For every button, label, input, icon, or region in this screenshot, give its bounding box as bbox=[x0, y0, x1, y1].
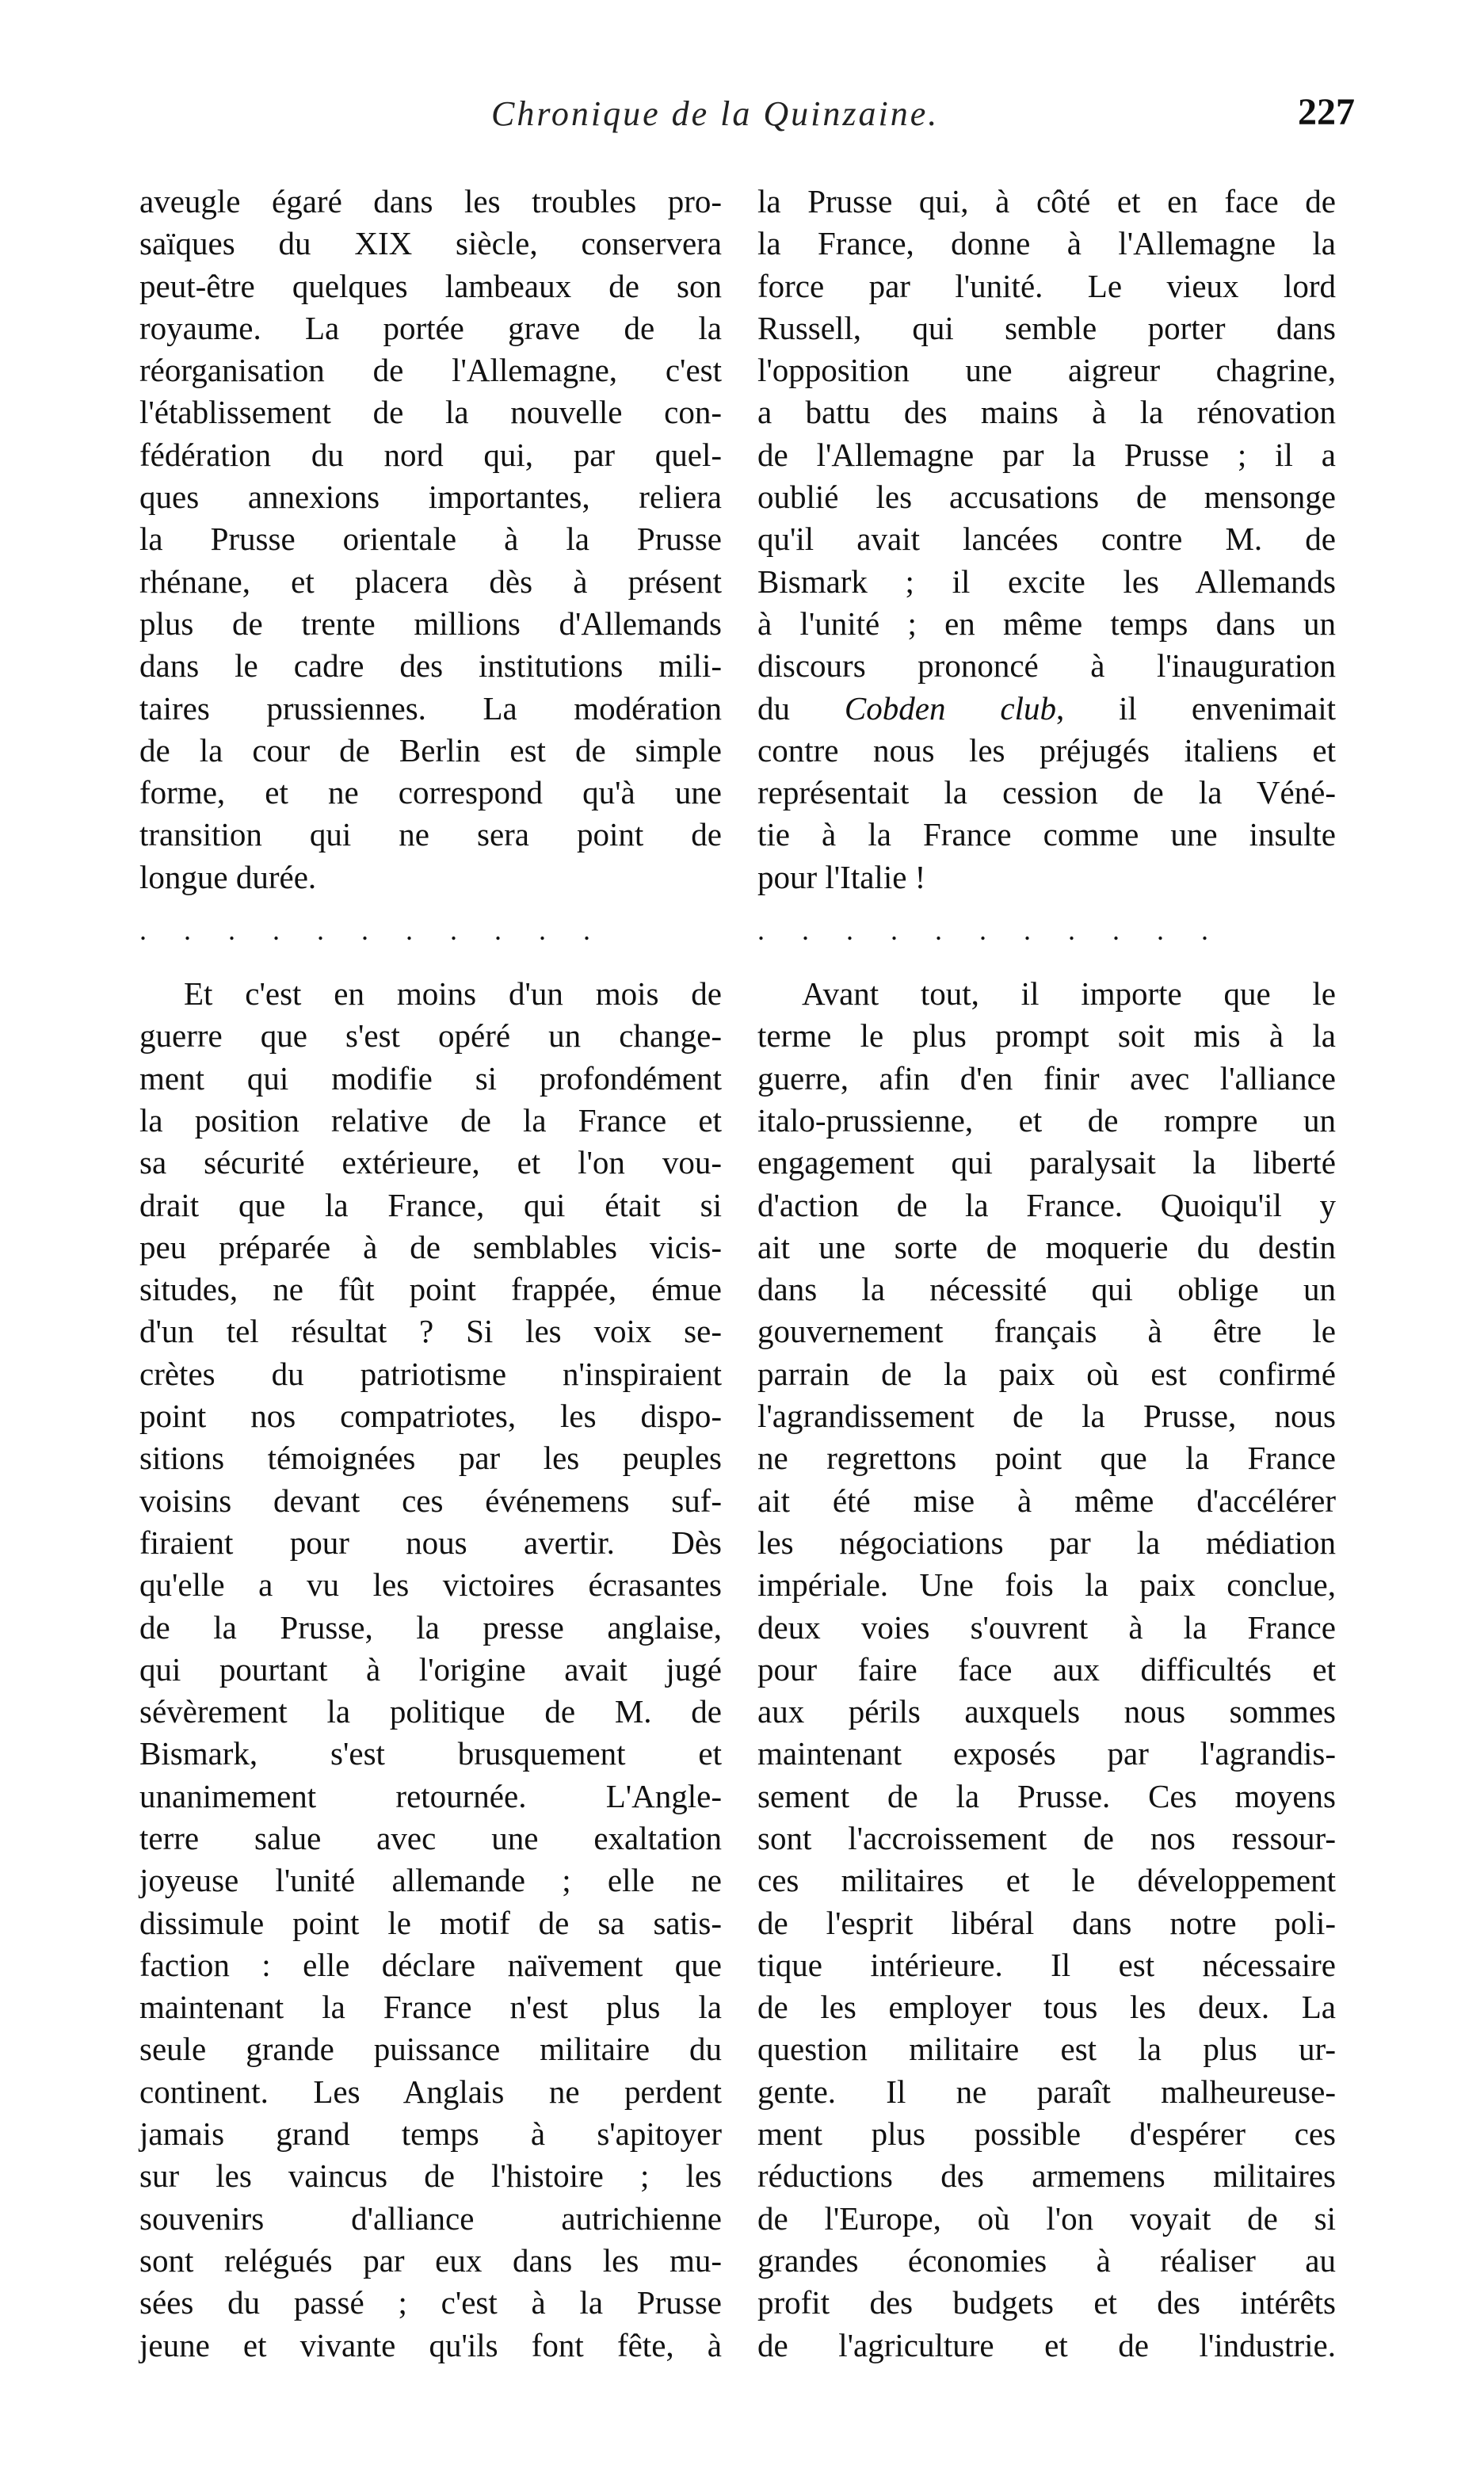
text-line: du Cobden club, il envenimait bbox=[757, 689, 1337, 727]
text-line: réorganisation de l'Allemagne, c'est bbox=[139, 352, 722, 389]
text-line: parrain de la paix où est confirmé bbox=[757, 1355, 1336, 1392]
text-line: sont l'accroissement de nos ressour- bbox=[757, 1819, 1336, 1856]
text-line: sées du passé ; c'est à la Prusse bbox=[139, 2284, 722, 2321]
text-line: guerre, afin d'en finir avec l'alliance bbox=[757, 1059, 1336, 1097]
text-line: Bismark, s'est brusquement et bbox=[139, 1735, 722, 1772]
text-line: ait une sorte de moquerie du destin bbox=[757, 1228, 1336, 1265]
text-line: continent. Les Anglais ne perdent bbox=[139, 2073, 722, 2110]
text-line: l'opposition une aigreur chagrine, bbox=[757, 352, 1336, 389]
left-section-separator: ........... bbox=[139, 914, 628, 942]
running-title: Chronique de la Quinzaine. bbox=[491, 94, 940, 133]
text-line: la France, donne à l'Allemagne la bbox=[757, 225, 1336, 262]
text-line: guerre que s'est opéré un change- bbox=[139, 1017, 722, 1055]
text-line: fédération du nord qui, par quel- bbox=[139, 436, 722, 473]
italic-name: Cobden club bbox=[844, 689, 1056, 727]
text-line: rhénane, et placera dès à présent bbox=[139, 563, 722, 600]
text-line: point nos compatriotes, les dispo- bbox=[139, 1398, 722, 1435]
text-line: de les employer tous les deux. La bbox=[757, 1989, 1336, 2026]
text-line: taires prussiennes. La modération bbox=[139, 689, 722, 727]
text-line: contre nous les préjugés italiens et bbox=[757, 731, 1336, 769]
text-line: aveugle égaré dans les troubles pro- bbox=[139, 183, 722, 219]
text-line: Avant tout, il importe que le bbox=[802, 975, 1336, 1013]
text-line: sitions témoignées par les peuples bbox=[139, 1440, 722, 1477]
text-line: dissimule point le motif de sa satis- bbox=[139, 1904, 722, 1941]
left-column bbox=[139, 181, 722, 2367]
text-line: profit des budgets et des intérêts bbox=[757, 2284, 1336, 2321]
text-line: sa sécurité extérieure, et l'on vou- bbox=[139, 1144, 722, 1181]
right-paragraph-1 bbox=[757, 181, 1336, 898]
text-line: longue durée. bbox=[139, 858, 317, 895]
text-line: de l'Europe, où l'on voyait de si bbox=[757, 2199, 1336, 2237]
text-line: voisins devant ces événemens suf- bbox=[139, 1482, 722, 1519]
text-line: sur les vaincus de l'histoire ; les bbox=[139, 2157, 722, 2195]
text-line: souvenirs d'alliance autrichienne bbox=[139, 2199, 722, 2237]
text-line: réductions des armemens militaires bbox=[757, 2157, 1336, 2195]
text-line: la position relative de la France et bbox=[139, 1101, 722, 1139]
text-line: de l'agriculture et de l'industrie. bbox=[757, 2326, 1336, 2363]
text-line: unanimement retournée. L'Angle- bbox=[139, 1777, 722, 1814]
text-line: question militaire est la plus ur- bbox=[757, 2031, 1336, 2068]
text-line: sévèrement la politique de M. de bbox=[139, 1693, 722, 1730]
text-line: terme le plus prompt soit mis à la bbox=[757, 1017, 1336, 1055]
text-line: maintenant la France n'est plus la bbox=[139, 1989, 722, 2026]
text-line: forme, et ne correspond qu'à une bbox=[139, 774, 722, 811]
text-line: pour faire face aux difficultés et bbox=[757, 1650, 1336, 1688]
text-line: force par l'unité. Le vieux lord bbox=[757, 267, 1336, 304]
text-line: saïques du XIX siècle, conservera bbox=[139, 225, 722, 262]
text-line: engagement qui paralysait la liberté bbox=[757, 1144, 1336, 1181]
page-number: 227 bbox=[1298, 91, 1355, 133]
right-column bbox=[757, 181, 1336, 2367]
text-line: l'agrandissement de la Prusse, nous bbox=[757, 1398, 1336, 1435]
left-paragraph-2 bbox=[139, 973, 722, 2367]
text-line: plus de trente millions d'Allemands bbox=[139, 605, 722, 642]
text-line: dans le cadre des institutions mili- bbox=[139, 647, 722, 685]
page-header bbox=[491, 93, 1355, 149]
text-line: de la cour de Berlin est de simple bbox=[139, 731, 722, 769]
text-line: deux voies s'ouvrent à la France bbox=[757, 1608, 1336, 1646]
text-line: a battu des mains à la rénovation bbox=[757, 394, 1336, 431]
text-line: faction : elle déclare naïvement que bbox=[139, 1946, 722, 1983]
text-line: représentait la cession de la Véné- bbox=[757, 774, 1336, 811]
text-line: italo-prussienne, et de rompre un bbox=[757, 1101, 1336, 1139]
text-line: impériale. Une fois la paix conclue, bbox=[757, 1566, 1336, 1604]
text-line: ques annexions importantes, reliera bbox=[139, 479, 722, 516]
text-line: tique intérieure. Il est nécessaire bbox=[757, 1946, 1336, 1983]
text-line: ait été mise à même d'accélérer bbox=[757, 1482, 1336, 1519]
text-line: joyeuse l'unité allemande ; elle ne bbox=[139, 1862, 722, 1899]
left-paragraph-1 bbox=[139, 181, 722, 898]
text-line: jamais grand temps à s'apitoyer bbox=[139, 2115, 722, 2153]
text-line: grandes économies à réaliser au bbox=[757, 2241, 1336, 2279]
text-line: d'action de la France. Quoiqu'il y bbox=[757, 1186, 1336, 1223]
text-line: de l'esprit libéral dans notre poli- bbox=[757, 1904, 1336, 1941]
text-line: maintenant exposés par l'agrandis- bbox=[757, 1735, 1336, 1772]
text-line: ne regrettons point que la France bbox=[757, 1440, 1336, 1477]
text-line: situdes, ne fût point frappée, émue bbox=[139, 1271, 722, 1308]
text-line: dans la nécessité qui oblige un bbox=[757, 1271, 1336, 1308]
text-line: terre salue avec une exaltation bbox=[139, 1819, 722, 1856]
text-line: royaume. La portée grave de la bbox=[139, 309, 722, 346]
text-line: gouvernement français à être le bbox=[757, 1313, 1336, 1350]
text-line: ces militaires et le développement bbox=[757, 1862, 1336, 1899]
text-line: tie à la France comme une insulte bbox=[757, 816, 1336, 853]
text-line: Bismark ; il excite les Allemands bbox=[757, 563, 1336, 600]
text-line: l'établissement de la nouvelle con- bbox=[139, 394, 722, 431]
text-line: pour l'Italie ! bbox=[757, 858, 926, 895]
text-line: transition qui ne sera point de bbox=[139, 816, 722, 853]
text-line: ment qui modifie si profondément bbox=[139, 1059, 722, 1097]
text-line: de l'Allemagne par la Prusse ; il a bbox=[757, 436, 1336, 473]
text-line: oublié les accusations de mensonge bbox=[757, 479, 1336, 516]
text-line: les négociations par la médiation bbox=[757, 1524, 1336, 1561]
text-line: sement de la Prusse. Ces moyens bbox=[757, 1777, 1336, 1814]
text-line: qu'elle a vu les victoires écrasantes bbox=[139, 1566, 722, 1604]
text-line: aux périls auxquels nous sommes bbox=[757, 1693, 1336, 1730]
text-line: seule grande puissance militaire du bbox=[139, 2031, 722, 2068]
text-line: drait que la France, qui était si bbox=[139, 1186, 722, 1223]
text-line: peu préparée à de semblables vicis- bbox=[139, 1228, 722, 1265]
text-line: la Prusse qui, à côté et en face de bbox=[757, 183, 1336, 219]
text-line: d'un tel résultat ? Si les voix se- bbox=[139, 1313, 722, 1350]
text-line: discours prononcé à l'inauguration bbox=[757, 647, 1336, 685]
text-line: peut-être quelques lambeaux de son bbox=[139, 267, 722, 304]
text-line: crètes du patriotisme n'inspiraient bbox=[139, 1355, 722, 1392]
text-line: firaient pour nous avertir. Dès bbox=[139, 1524, 722, 1561]
right-paragraph-2 bbox=[757, 973, 1336, 2367]
text-line: Et c'est en moins d'un mois de bbox=[184, 975, 722, 1013]
text-line: ment plus possible d'espérer ces bbox=[757, 2115, 1336, 2153]
text-line: sont relégués par eux dans les mu- bbox=[139, 2241, 722, 2279]
text-line: la Prusse orientale à la Prusse bbox=[139, 521, 722, 558]
text-line: jeune et vivante qu'ils font fête, à bbox=[139, 2326, 722, 2363]
text-line: gente. Il ne paraît malheureuse- bbox=[757, 2073, 1336, 2110]
right-section-separator: ........... bbox=[757, 914, 1246, 942]
text-line: qu'il avait lancées contre M. de bbox=[757, 521, 1336, 558]
text-line: Russell, qui semble porter dans bbox=[757, 309, 1336, 346]
text-line: qui pourtant à l'origine avait jugé bbox=[139, 1650, 722, 1688]
text-line: de la Prusse, la presse anglaise, bbox=[139, 1608, 722, 1646]
text-line: à l'unité ; en même temps dans un bbox=[757, 605, 1336, 642]
